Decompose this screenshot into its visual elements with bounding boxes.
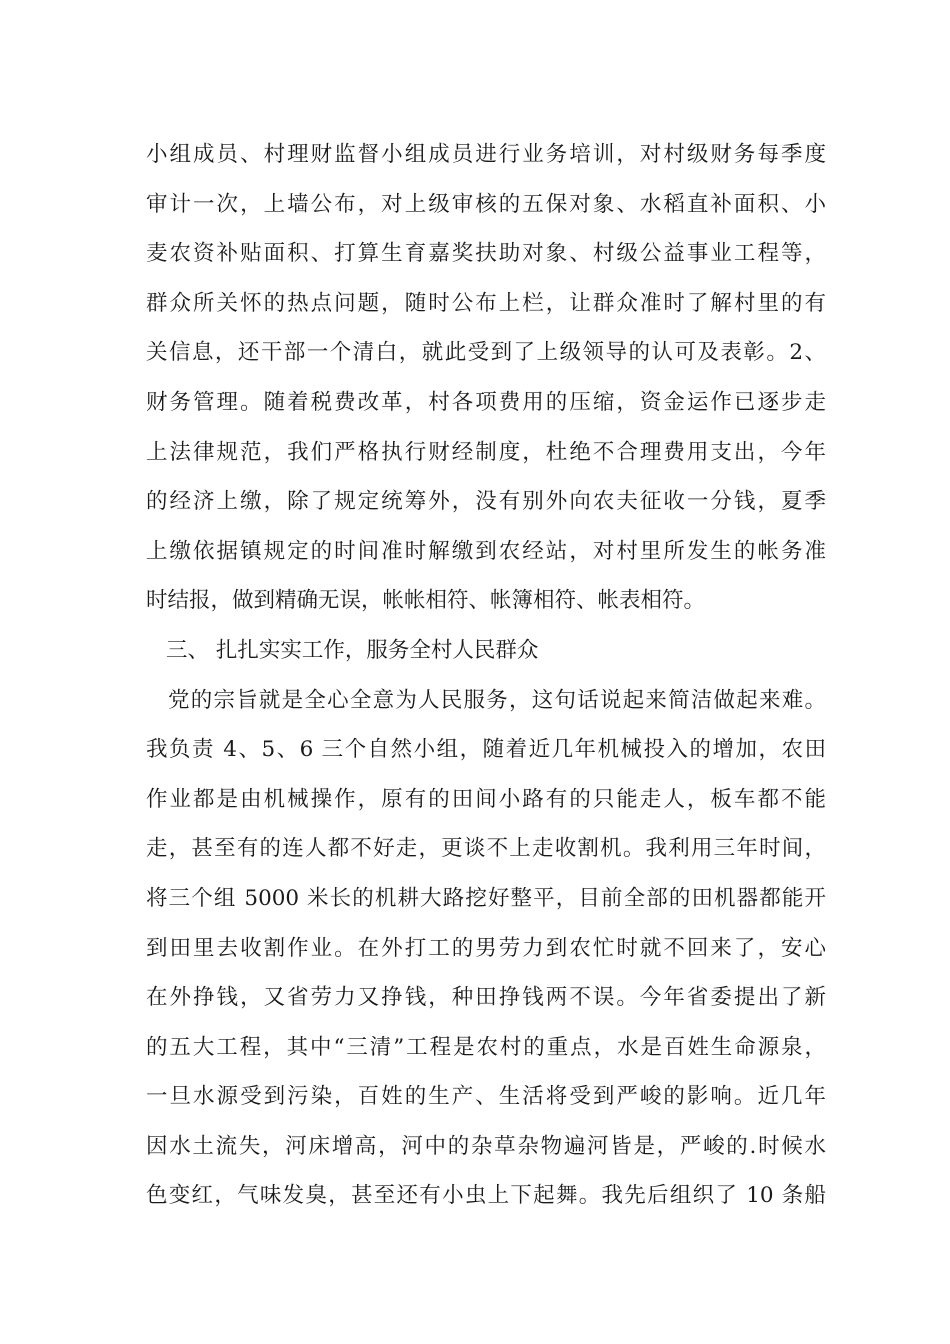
text-line-18: 在外挣钱，又省劳力又挣钱，种田挣钱两不误。今年省委提出了新: [146, 985, 826, 1011]
text-line-4: 群众所关怀的热点问题，随时公布上栏，让群众准时了解村里的有: [146, 290, 826, 316]
text-line-21: 因水土流失，河床增高，河中的杂草杂物遍河皆是，严峻的.时候水: [146, 1133, 826, 1159]
section-heading: 三、 扎扎实实工作，服务全村人民群众: [166, 637, 539, 663]
text-line-10: 时结报，做到精确无误，帐帐相符、帐簿相符、帐表相符。: [146, 588, 706, 614]
text-line-5: 关信息，还干部一个清白，就此受到了上级领导的认可及表彰。2、: [146, 340, 826, 366]
body-text: [146, 130, 826, 1221]
text-line-16: 将三个组 5000 米长的机耕大路挖好整平，目前全部的田机器都能开: [146, 885, 826, 911]
text-line-17: 到田里去收割作业。在外打工的男劳力到农忙时就不回来了，安心: [146, 935, 826, 961]
text-line-22: 色变红，气味发臭，甚至还有小虫上下起舞。我先后组织了 10 条船: [146, 1183, 826, 1209]
text-line-8: 的经济上缴，除了规定统筹外，没有别外向农夫征收一分钱，夏季: [146, 489, 826, 515]
text-line-9: 上缴依据镇规定的时间准时解缴到农经站，对村里所发生的帐务准: [146, 538, 826, 564]
text-line-6: 财务管理。随着税费改革，村各项费用的压缩，资金运作已逐步走: [146, 389, 826, 415]
text-line-14: 作业都是由机械操作，原有的田间小路有的只能走人，板车都不能: [146, 786, 826, 812]
text-line-20: 一旦水源受到污染，百姓的生产、生活将受到严峻的影响。近几年: [146, 1084, 826, 1110]
text-line-13: 我负责 4、5、6 三个自然小组，随着近几年机械投入的增加，农田: [146, 737, 826, 763]
text-line-19: 的五大工程，其中“三清”工程是农村的重点，水是百姓生命源泉，: [146, 1034, 826, 1060]
text-line-15: 走，甚至有的连人都不好走，更谈不上走收割机。我利用三年时间，: [146, 836, 826, 862]
text-line-12: 党的宗旨就是全心全意为人民服务，这句话说起来简洁做起来难。: [168, 687, 826, 713]
text-line-3: 麦农资补贴面积、打算生育嘉奖扶助对象、村级公益事业工程等，: [146, 241, 826, 267]
text-line-1: 小组成员、村理财监督小组成员进行业务培训，对村级财务每季度: [146, 142, 826, 167]
text-line-7: 上法律规范，我们严格执行财经制度，杜绝不合理费用支出，今年: [146, 439, 826, 465]
text-line-2: 审计一次，上墙公布，对上级审核的五保对象、水稻直补面积、小: [146, 191, 826, 217]
